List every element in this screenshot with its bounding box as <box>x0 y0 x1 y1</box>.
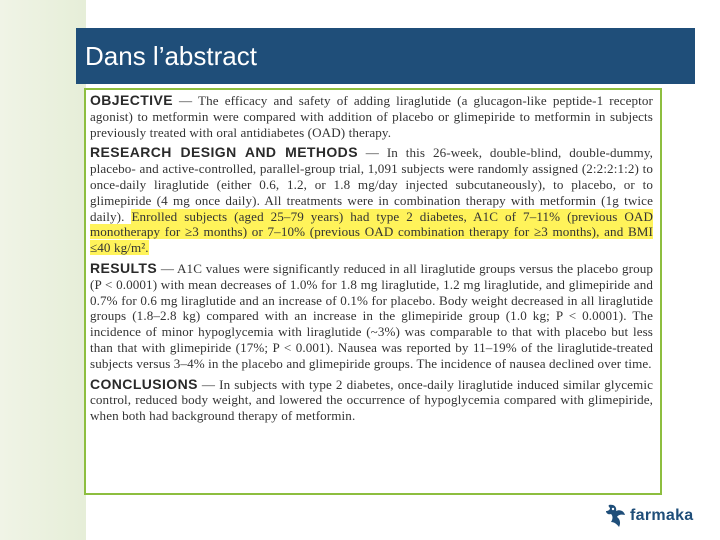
slide-title: Dans l’abstract <box>85 41 257 71</box>
objective-paragraph <box>90 93 653 140</box>
methods-text: In this 26-week, double-blind, double-dummy, placebo- and active-controlled, parallel-group trial, 1,091 subjects were randomly assigned (2:2:2:1:2) to once-daily liraglutide (either 0.6, 1.2, or 1.8 mg/day injected subcutaneously), to placebo, or to glimepiride (4 mg once daily). All treatments were in combination therapy with metformin (1g twice daily). <box>90 145 653 224</box>
farmaka-logo <box>605 502 715 530</box>
abstract-image-frame <box>84 88 662 495</box>
results-paragraph <box>90 261 653 372</box>
left-decoration-strip <box>0 0 86 540</box>
conclusions-paragraph <box>90 377 653 424</box>
conclusions-dash: — <box>197 376 220 392</box>
methods-paragraph <box>90 145 653 256</box>
methods-heading: RESEARCH DESIGN AND METHODS <box>90 144 358 161</box>
conclusions-heading: CONCLUSIONS <box>90 375 198 392</box>
results-heading: RESULTS <box>90 259 158 276</box>
objective-heading: OBJECTIVE <box>90 92 173 108</box>
objective-text: The efficacy and safety of adding liraglutide (a glucagon-like peptide-1 receptor agonist) to metformin were compared with addition of placebo or glimepiride to metformin in subjects previously treated with oral antidiabetes (OAD) therapy. <box>90 93 653 140</box>
results-dash: — <box>157 260 177 276</box>
title-bar <box>76 28 695 84</box>
farmaka-logo-text: farmaka <box>630 507 694 524</box>
results-text: A1C values were significantly reduced in all liraglutide groups versus the placebo group (P < 0.0001) with mean decreases of 1.0% for 1.8 mg liraglutide, 1.2 mg liraglutide, and glimepiride and 0.7% for 0.6 mg liraglutide and an increase of 0.1% for placebo. Body weight decreased in all liraglutide groups (1.8–2.8 kg) compared with an increase in the glimepiride group (1.0 kg; P < 0.0001). The incidence of minor hypoglycemia with liraglutide (~3%) was comparable to that with placebo but less than that with glimepiride (17%; P < 0.001). Nausea was reported by 11–19% of the liraglutide-treated subjects versus 3–4% in the placebo and glimepiride groups. The incidence of nausea declined over time. <box>90 260 654 371</box>
objective-dash: — <box>172 93 199 108</box>
farmaka-bird-logo-icon <box>605 503 627 529</box>
methods-highlighted-text: Enrolled subjects (aged 25–79 years) had type 2 diabetes, A1C of 7–11% (previous OAD monotherapy for ≥3 months) or 7–10% (previous OAD combination therapy for ≥3 months), and BMI ≤40 kg/m². <box>90 208 654 256</box>
methods-dash: — <box>357 145 387 161</box>
conclusions-text: In subjects with type 2 diabetes, once-daily liraglutide induced similar glycemic control, reduced body weight, and lowered the occurrence of hypoglycemia compared with glimepiride, when both had background therapy of metformin. <box>90 376 653 424</box>
